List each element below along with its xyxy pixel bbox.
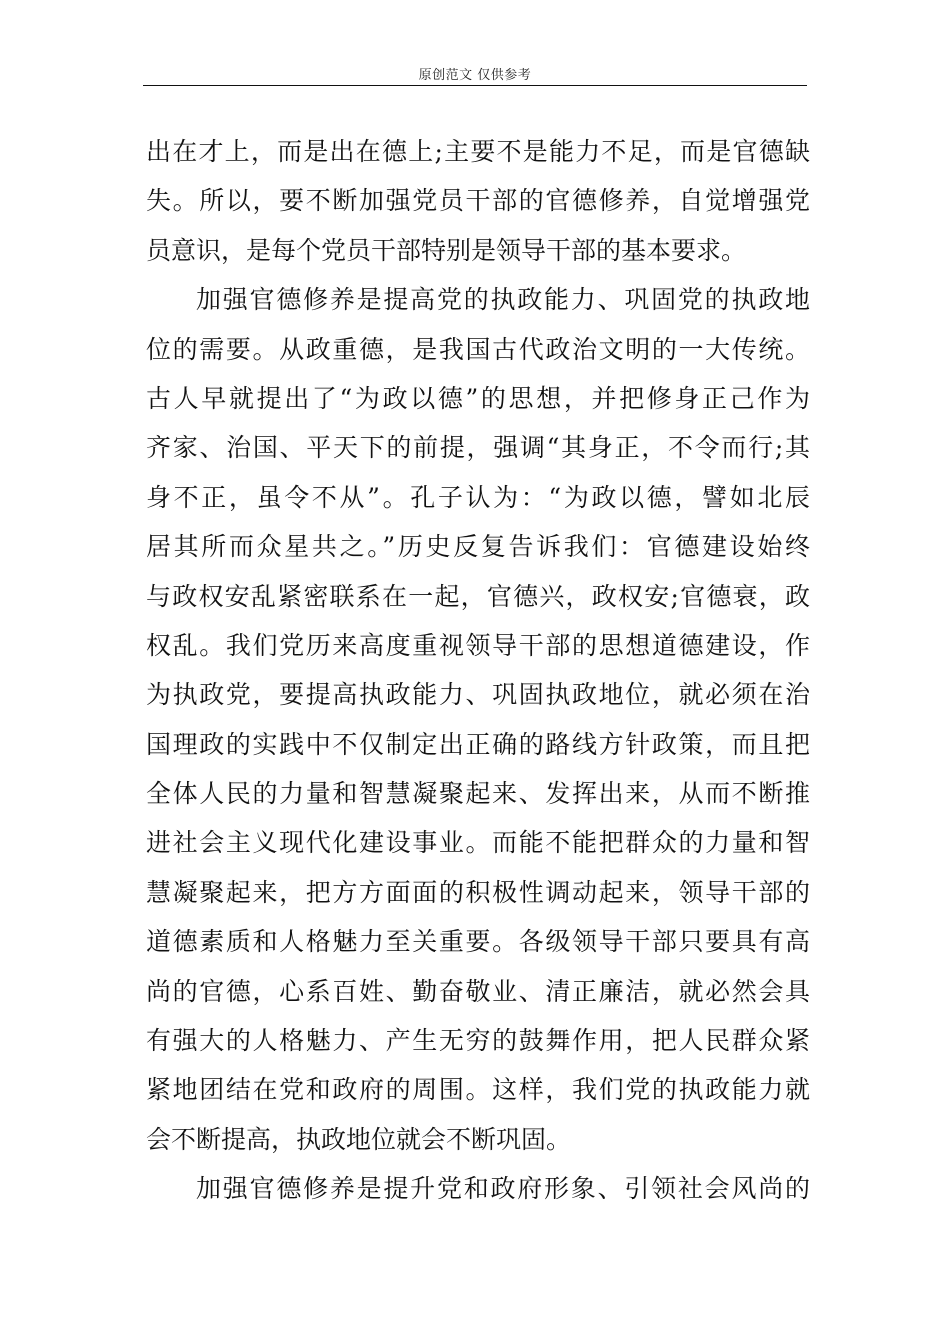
text-line: 尚的官德，心系百姓、勤奋敬业、清正廉洁，就必然会具 <box>146 976 810 1006</box>
header-rule <box>143 85 807 86</box>
text-line: 员意识，是每个党员干部特别是领导干部的基本要求。 <box>146 235 747 265</box>
text-line: 古人早就提出了“为政以德”的思想，并把修身正己作为 <box>146 383 810 413</box>
text-line: 全体人民的力量和智慧凝聚起来、发挥出来，从而不断推 <box>146 779 810 809</box>
text-line: 位的需要。从政重德，是我国古代政治文明的一大传统。 <box>146 334 810 364</box>
paragraph-start-line: 加强官德修养是提升党和政府形象、引领社会风尚的 <box>196 1174 810 1204</box>
text-line: 紧地团结在党和政府的周围。这样，我们党的执政能力就 <box>146 1075 810 1105</box>
text-line: 进社会主义现代化建设事业。而能不能把群众的力量和智 <box>146 828 810 858</box>
paragraph-start-line: 加强官德修养是提高党的执政能力、巩固党的执政地 <box>196 285 810 315</box>
text-line: 道德素质和人格魅力至关重要。各级领导干部只要具有高 <box>146 927 810 957</box>
text-line: 为执政党，要提高执政能力、巩固执政地位，就必须在治 <box>146 680 810 710</box>
text-line: 齐家、治国、平天下的前提，强调“其身正，不令而行;其 <box>146 433 810 463</box>
text-line: 权乱。我们党历来高度重视领导干部的思想道德建设，作 <box>146 630 810 660</box>
text-line: 与政权安乱紧密联系在一起，官德兴，政权安;官德衰，政 <box>146 581 810 611</box>
page-header: 原创范文 仅供参考 <box>418 68 532 83</box>
text-line: 有强大的人格魅力、产生无穷的鼓舞作用，把人民群众紧 <box>146 1026 810 1056</box>
text-line: 失。所以，要不断加强党员干部的官德修养，自觉增强党 <box>146 186 810 216</box>
text-line: 居其所而众星共之。”历史反复告诉我们：官德建设始终 <box>146 532 810 562</box>
text-line: 会不断提高，执政地位就会不断巩固。 <box>146 1124 572 1154</box>
text-line: 出在才上，而是出在德上;主要不是能力不足，而是官德缺 <box>146 137 810 166</box>
text-line: 国理政的实践中不仅制定出正确的路线方针政策，而且把 <box>146 729 810 759</box>
body-text <box>146 127 810 1214</box>
text-line: 慧凝聚起来，把方方面面的积极性调动起来，领导干部的 <box>146 877 810 907</box>
text-line: 身不正，虽令不从”。孔子认为：“为政以德，譬如北辰 <box>146 482 810 512</box>
